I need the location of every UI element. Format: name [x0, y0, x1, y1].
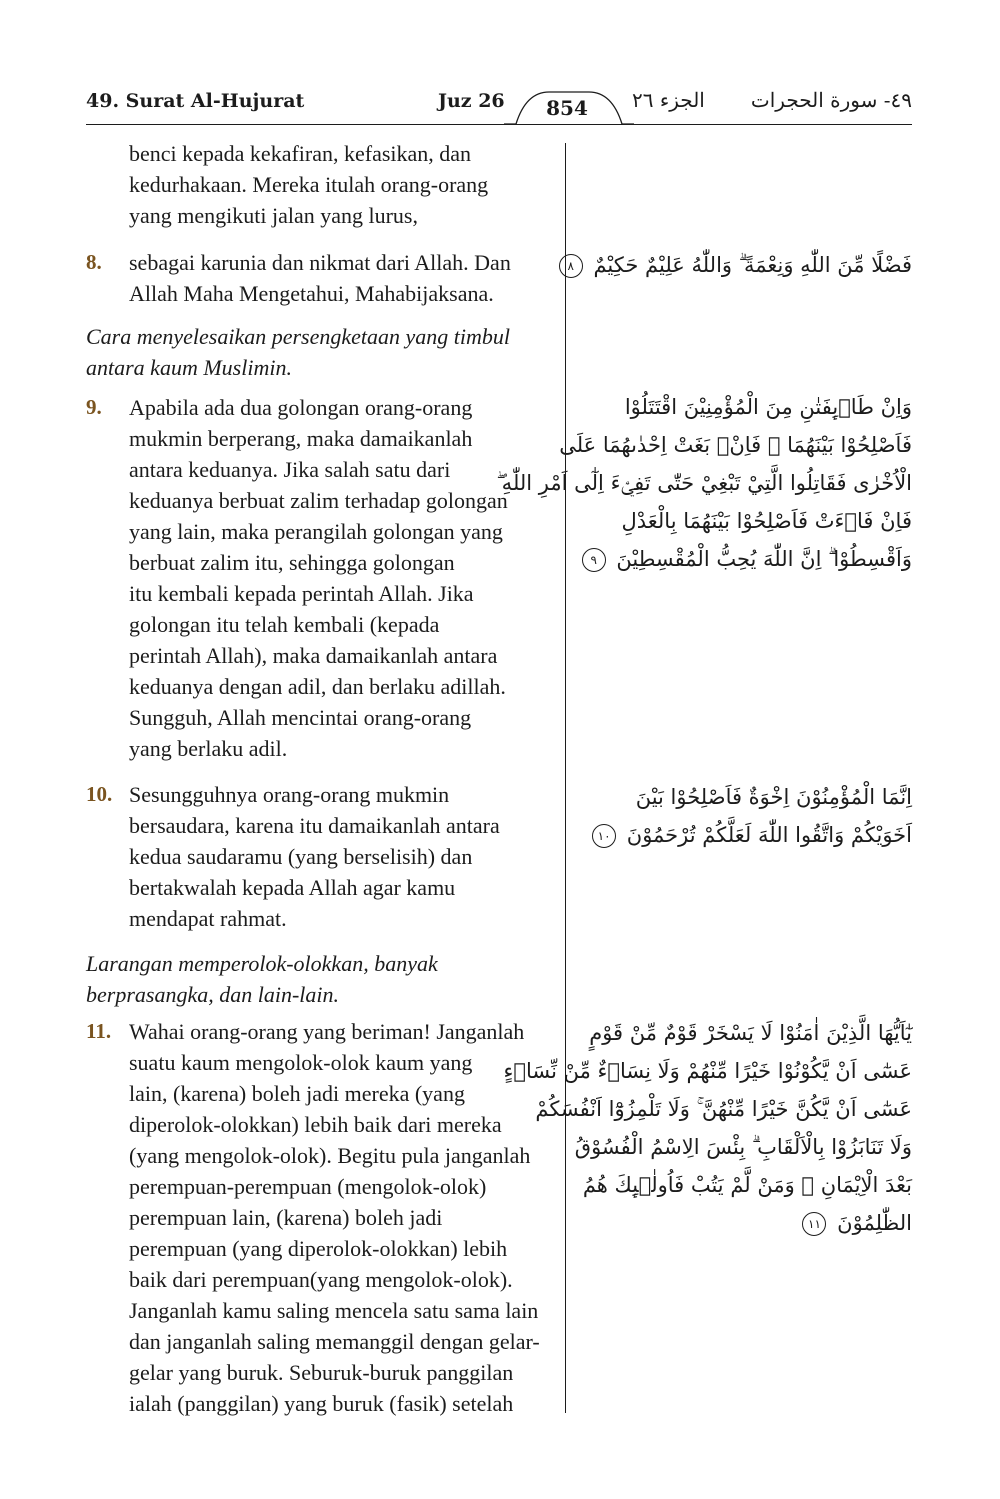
text-line: berprasangka, dan lain-lain. [86, 982, 339, 1007]
text-line: diperolok-olokkan) lebih baik dari mereka [129, 1112, 502, 1137]
surah-title-arabic: ٤٩- سورة الحجرات [750, 88, 912, 112]
arabic-line: وَاِنْ طَاۤىِٕفَتٰنِ مِنَ الْمُؤْمِنِيْنَ اقْتَتَلُوْا [624, 395, 912, 419]
text-line: perintah Allah), maka damaikanlah antara [129, 643, 498, 668]
text-line: Allah Maha Mengetahui, Mahabijaksana. [129, 281, 494, 306]
verse-number: 11. [86, 1019, 112, 1043]
text-line: Cara menyelesaikan persengketaan yang timbul [86, 324, 511, 349]
text-line: Larangan memperolok-olokkan, banyak [86, 951, 438, 976]
text-line: keduanya dengan adil, dan berlaku adillah. [129, 674, 506, 699]
translation-verse-8 [129, 247, 561, 309]
text-line: golongan itu telah kembali (kepada [129, 612, 440, 637]
verse-end-marker: ٩ [582, 548, 606, 572]
text-line: Wahai orang-orang yang beriman! Janganlah [129, 1019, 525, 1044]
arabic-line: الْاُخْرٰى فَقَاتِلُوا الَّتِيْ تَبْغِيْ حَتّٰى تَفِيْۤءَ اِلٰٓى اَمْرِ اللّٰهِ ۖ [496, 471, 912, 495]
arabic-line: فَضْلًا مِّنَ اللّٰهِ وَنِعْمَةً ۗ وَاللّٰهُ عَلِيْمٌ حَكِيْمٌ ٨ [592, 246, 912, 284]
text-line: keduanya berbuat zalim terhadap golongan [129, 488, 508, 513]
text-line: yang mengikuti jalan yang lurus, [129, 203, 418, 228]
text-line: lain, (karena) boleh jadi mereka (yang [129, 1081, 465, 1106]
text-line: perempuan-perempuan (mengolok-olok) [129, 1174, 487, 1199]
text-line: bersaudara, karena itu damaikanlah antara [129, 813, 500, 838]
text-line: yang lain, maka perangilah golongan yang [129, 519, 503, 544]
page-header [86, 88, 912, 128]
text-line: kedua saudaramu (yang berselisih) dan [129, 844, 473, 869]
text-line: mendapat rahmat. [129, 906, 287, 931]
arabic-line: اَخَوَيْكُمْ وَاتَّقُوا اللّٰهَ لَعَلَّكُمْ تُرْحَمُوْنَ ١٠ [592, 816, 912, 854]
text-line: Janganlah kamu saling mencela satu sama lain [129, 1298, 539, 1323]
text-line: antara kaum Muslimin. [86, 355, 292, 380]
arabic-verse-10 [592, 778, 912, 854]
verse-end-marker: ١١ [802, 1212, 826, 1236]
juz-label-latin: Juz 26 [438, 90, 505, 112]
juz-label-arabic: الجزء ٢٦ [632, 88, 705, 112]
surah-title-latin: 49. Surat Al-Hujurat [86, 90, 305, 112]
text-line: ialah (panggilan) yang buruk (fasik) setelah [129, 1391, 514, 1416]
arabic-line: اِنَّمَا الْمُؤْمِنُوْنَ اِخْوَةٌ فَاَصْلِحُوْا بَيْنَ [635, 785, 912, 809]
section-heading [86, 321, 556, 383]
text-line: (yang mengolok-olok). Begitu pula janganlah [129, 1143, 531, 1168]
verse-number: 8. [86, 250, 102, 274]
text-line: baik dari perempuan(yang mengolok-olok). [129, 1267, 513, 1292]
text-line: suatu kaum mengolok-olok kaum yang [129, 1050, 473, 1075]
verse-number: 10. [86, 782, 113, 806]
text-line: perempuan (yang diperolok-olokkan) lebih [129, 1236, 508, 1261]
header-rule [86, 124, 912, 125]
text-line: bertakwalah kepada Allah agar kamu [129, 875, 456, 900]
arabic-line: الظّٰلِمُوْنَ ١١ [592, 1204, 912, 1242]
text-line: sebagai karunia dan nikmat dari Allah. Dan [129, 250, 511, 275]
arabic-line: عَسٰٓى اَنْ يَّكُنَّ خَيْرًا مِّنْهُنَّ ۚ وَلَا تَلْمِزُوْٓا اَنْفُسَكُمْ [535, 1097, 912, 1121]
text-line: perempuan lain, (karena) boleh jadi [129, 1205, 443, 1230]
text-line: antara keduanya. Jika salah satu dari [129, 457, 451, 482]
arabic-line: فَاَصْلِحُوْا بَيْنَهُمَا ۚ فَاِنْۢ بَغَتْ اِحْدٰىهُمَا عَلَى [559, 433, 912, 457]
text-line: berbuat zalim itu, sehingga golongan [129, 550, 455, 575]
text-line: Sungguh, Allah mencintai orang-orang [129, 705, 472, 730]
text-line: mukmin berperang, maka damaikanlah [129, 426, 473, 451]
verse-number: 9. [86, 395, 102, 419]
verse-end-marker: ٨ [559, 254, 583, 278]
section-heading [86, 948, 556, 1010]
verse-end-marker: ١٠ [592, 824, 616, 848]
text-line: dan janganlah saling memanggil dengan gelar- [129, 1329, 540, 1354]
arabic-line: وَاَقْسِطُوْا ۗ اِنَّ اللّٰهَ يُحِبُّ الْمُقْسِطِيْنَ ٩ [592, 540, 912, 578]
arabic-line: بَعْدَ الْاِيْمَانِ ۚ وَمَنْ لَّمْ يَتُبْ فَاُولٰۤىِٕكَ هُمُ [582, 1173, 912, 1197]
arabic-line: وَلَا تَنَابَزُوْا بِالْاَلْقَابِ ۗ بِئْسَ الِاسْمُ الْفُسُوْقُ [574, 1135, 912, 1159]
translation-verse-9 [129, 392, 561, 764]
text-line: benci kepada kekafiran, kefasikan, dan [129, 141, 472, 166]
arabic-line: عَسٰٓى اَنْ يَّكُوْنُوْا خَيْرًا مِّنْهُمْ وَلَا نِسَاۤءٌ مِّنْ نِّسَاۤءٍ [503, 1059, 912, 1083]
text-line: itu kembali kepada perintah Allah. Jika [129, 581, 474, 606]
text-line: Sesungguhnya orang-orang mukmin [129, 782, 450, 807]
text-line: gelar yang buruk. Seburuk-buruk panggilan [129, 1360, 514, 1385]
column-divider [565, 143, 566, 1413]
arabic-verse-11 [503, 1014, 912, 1242]
translation-verse-10 [129, 779, 561, 934]
arabic-line: يٰٓاَيُّهَا الَّذِيْنَ اٰمَنُوْا لَا يَسْخَرْ قَوْمٌ مِّنْ قَوْمٍ [589, 1021, 912, 1045]
arabic-line: فَاِنْ فَاۤءَتْ فَاَصْلِحُوْا بَيْنَهُمَا بِالْعَدْلِ [621, 509, 912, 533]
text-line: Apabila ada dua golongan orang-orang [129, 395, 473, 420]
translation-continuation [129, 138, 561, 231]
page-number: 854 [546, 96, 588, 120]
text-line: kedurhakaan. Mereka itulah orang-orang [129, 172, 489, 197]
arabic-verse-8 [567, 246, 912, 284]
arabic-verse-9 [496, 388, 912, 578]
text-line: yang berlaku adil. [129, 736, 288, 761]
translation-verse-11 [129, 1016, 561, 1419]
